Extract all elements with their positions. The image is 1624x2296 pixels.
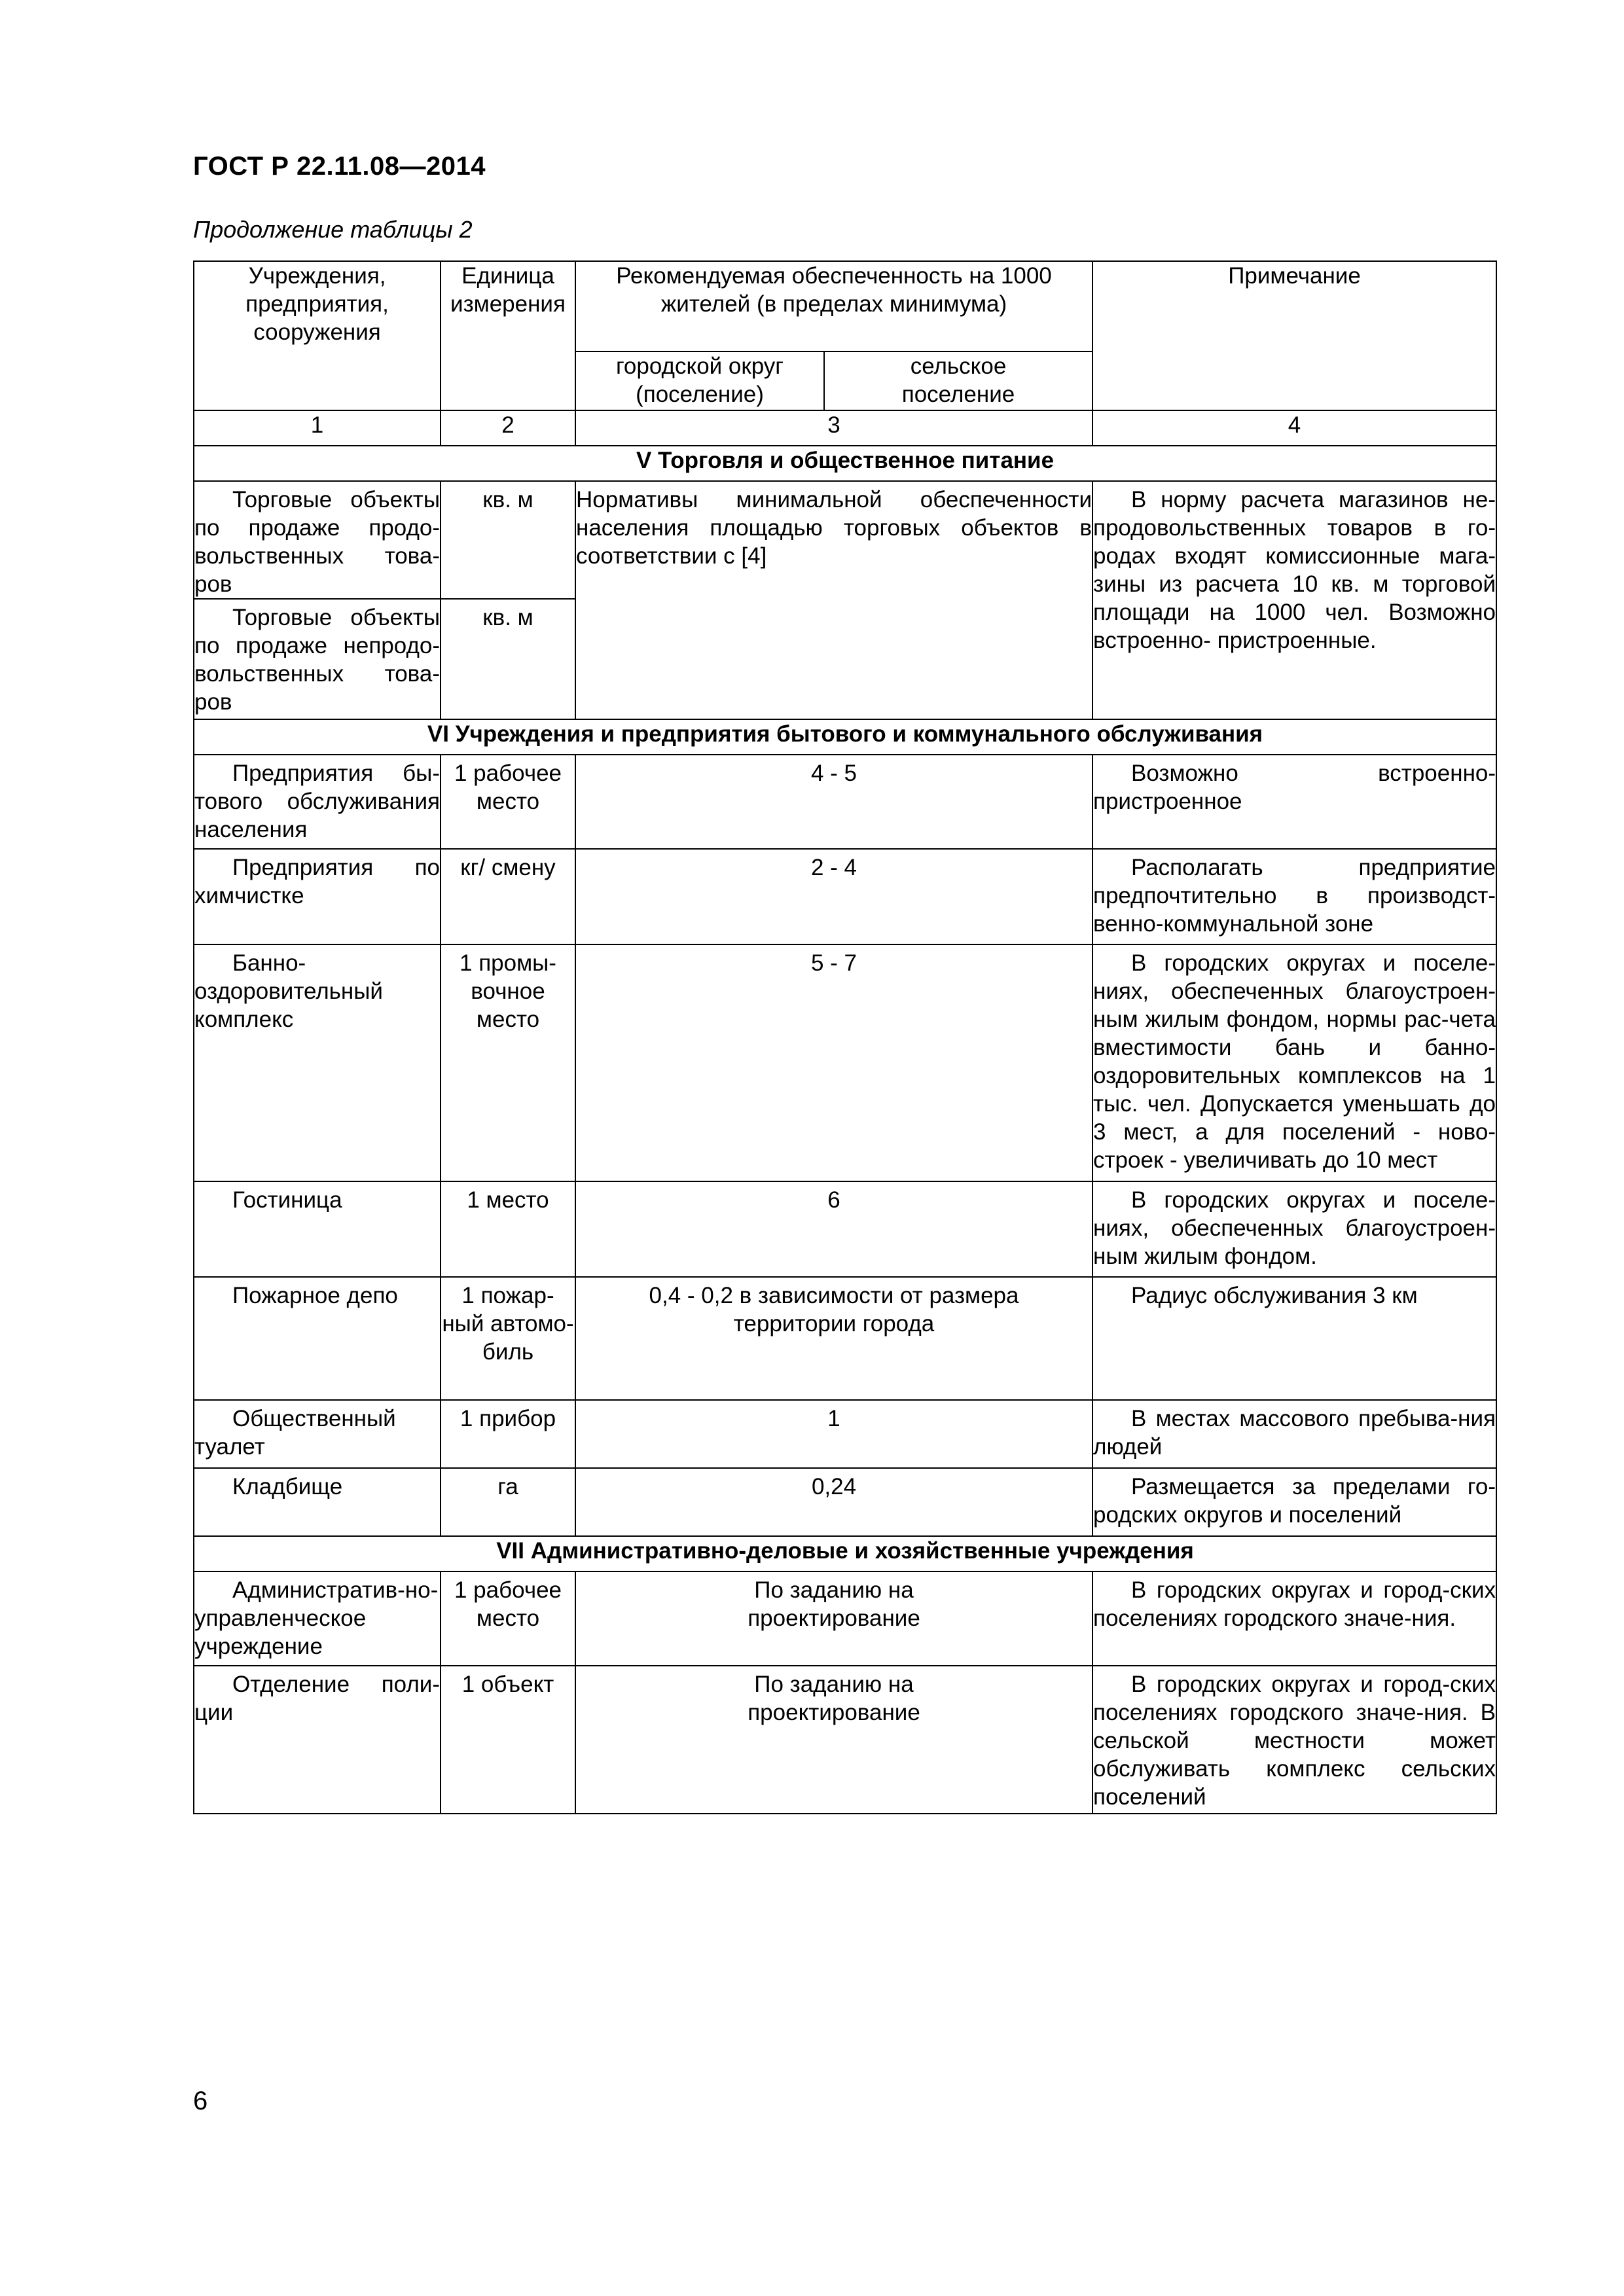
- table-row: [194, 849, 1496, 944]
- row-note: Возможно встроенно-пристроенное: [1092, 755, 1496, 849]
- row-note: В городских округах и поселе-ниях, обеспеченных благоустроен-ным жилым фондом.: [1092, 1181, 1496, 1277]
- row-name: Пожарное депо: [194, 1277, 441, 1400]
- row-unit: кг/ смену: [441, 849, 575, 944]
- row-unit: кв. м: [441, 481, 575, 599]
- row-name: Торговые объекты по продаже непродо-вольственных това-ров: [194, 599, 441, 719]
- row-value: 2 - 4: [575, 849, 1092, 944]
- table-row: [194, 1666, 1496, 1814]
- header-note: Примечание: [1092, 261, 1496, 410]
- row-name: Торговые объекты по продаже продо-вольственных това-ров: [194, 481, 441, 599]
- document-header: ГОСТ Р 22.11.08—2014: [193, 152, 486, 181]
- column-number: 2: [441, 410, 575, 446]
- row-name: Предприятия по химчистке: [194, 849, 441, 944]
- page-number: 6: [193, 2087, 208, 2115]
- row-value: По заданию на проектирование: [575, 1666, 1092, 1814]
- row-note: Радиус обслуживания 3 км: [1092, 1277, 1496, 1400]
- table-row: [194, 1277, 1496, 1400]
- header-rural: сельское поселение: [824, 351, 1092, 410]
- row-name: Общественный туалет: [194, 1400, 441, 1468]
- header-institutions: Учреждения, предприятия, сооружения: [194, 261, 441, 410]
- row-value: 0,4 - 0,2 в зависимости от размера территории города: [575, 1277, 1092, 1400]
- table-header-row: [194, 261, 1496, 351]
- row-value: 1: [575, 1400, 1092, 1468]
- row-note: В местах массового пребыва-ния людей: [1092, 1400, 1496, 1468]
- row-unit: га: [441, 1468, 575, 1536]
- section-title-row: [194, 446, 1496, 481]
- table-row: [194, 1181, 1496, 1277]
- row-name: Отделение поли-ции: [194, 1666, 441, 1814]
- section-title: V Торговля и общественное питание: [194, 446, 1496, 481]
- row-unit: 1 промы-вочное место: [441, 944, 575, 1181]
- table-row: [194, 1400, 1496, 1468]
- row-unit: 1 пожар-ный автомо-биль: [441, 1277, 575, 1400]
- row-note: В городских округах и город-ских поселениях городского значе-ния.: [1092, 1571, 1496, 1666]
- row-name: Кладбище: [194, 1468, 441, 1536]
- section-title: VI Учреждения и предприятия бытового и коммунального обслуживания: [194, 719, 1496, 755]
- row-name: Гостиница: [194, 1181, 441, 1277]
- table-row: [194, 1468, 1496, 1536]
- row-unit: 1 место: [441, 1181, 575, 1277]
- row-value: 0,24: [575, 1468, 1092, 1536]
- row-note: В норму расчета магазинов не-продовольственных товаров в го-родах входят комиссионные мага-зины из расчета 10 кв. м торговой площади на 1000 чел. Возможно встроенно- пристроенные.: [1092, 481, 1496, 719]
- row-note: В городских округах и город-ских поселениях городского значе-ния. В сельской местности может обслуживать комплекс сельских поселений: [1092, 1666, 1496, 1814]
- row-value: 5 - 7: [575, 944, 1092, 1181]
- column-number: 4: [1092, 410, 1496, 446]
- header-urban: городской округ (поселение): [575, 351, 824, 410]
- row-value: 4 - 5: [575, 755, 1092, 849]
- row-value: По заданию на проектирование: [575, 1571, 1092, 1666]
- row-unit: 1 объект: [441, 1666, 575, 1814]
- header-unit: Единица измерения: [441, 261, 575, 410]
- section-title-row: [194, 1536, 1496, 1571]
- row-unit: кв. м: [441, 599, 575, 719]
- table-row: [194, 944, 1496, 1181]
- row-note: Располагать предприятие предпочтительно в производст-венно-коммунальной зоне: [1092, 849, 1496, 944]
- row-name: Банно-оздоровительный комплекс: [194, 944, 441, 1181]
- row-value: Нормативы минимальной обеспеченности населения площадью торговых объектов в соответствии с [4]: [575, 481, 1092, 719]
- row-unit: 1 рабочее место: [441, 755, 575, 849]
- section-title: VII Административно-деловые и хозяйственные учреждения: [194, 1536, 1496, 1571]
- column-number: 1: [194, 410, 441, 446]
- row-unit: 1 прибор: [441, 1400, 575, 1468]
- table-row: [194, 755, 1496, 849]
- table-caption: Продолжение таблицы 2: [193, 216, 473, 243]
- row-note: Размещается за пределами го-родских округов и поселений: [1092, 1468, 1496, 1536]
- column-number: 3: [575, 410, 1092, 446]
- table-row: [194, 1571, 1496, 1666]
- row-note: В городских округах и поселе-ниях, обеспеченных благоустроен-ным жилым фондом, нормы рас-чета вместимости бань и банно-оздоровительных комплексов на 1 тыс. чел. Допускается уменьшать до 3 мест, а для поселений - ново-строек - увеличивать до 10 мест: [1092, 944, 1496, 1181]
- column-numbers-row: [194, 410, 1496, 446]
- section-title-row: [194, 719, 1496, 755]
- row-name: Предприятия бы-тового обслуживания населения: [194, 755, 441, 849]
- table-row: [194, 481, 1496, 599]
- header-recommended: Рекомендуемая обеспеченность на 1000 жителей (в пределах минимума): [575, 261, 1092, 351]
- standards-table: [193, 260, 1497, 1814]
- row-value: 6: [575, 1181, 1092, 1277]
- row-name: Административ-но-управленческое учреждение: [194, 1571, 441, 1666]
- row-unit: 1 рабочее место: [441, 1571, 575, 1666]
